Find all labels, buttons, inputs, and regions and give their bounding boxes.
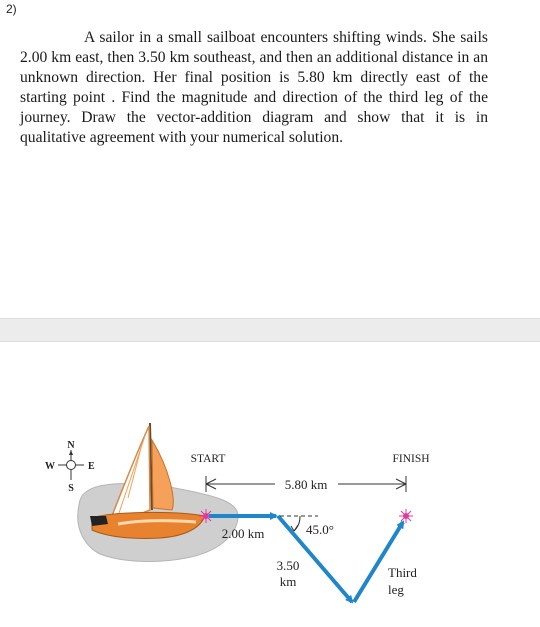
finish-marker [399,509,413,523]
compass-north-label: N [67,440,75,451]
leg1-label: 2.00 km [221,526,265,541]
start-label: START [190,453,226,465]
leg2-label-line1: 3.50 [276,558,300,573]
compass-west-label: W [45,461,55,472]
leg2-label-line2: km [279,574,297,589]
sailboat-illustration [90,423,205,539]
section-divider [0,318,540,342]
leg3-label-line1: Third [388,565,417,580]
question-number: 2) [6,2,17,16]
compass-icon [58,450,84,480]
leg3-label-line2: leg [388,582,404,597]
vector-diagram [0,340,540,627]
compass-south-label: S [68,483,74,494]
angle-label: 45.0° [306,522,334,537]
resultant-label: 5.80 km [284,477,328,492]
problem-text: A sailor in a small sailboat encounters shifting winds. She sails 2.00 km east, then 3.50 km southeast, and then an additional distance in an unknown direction. Her final position is 5.80 km directly east of the starting point . Find the magnitude and direction of the third leg of the journey. Draw the vector-addition diagram and show that it is in qualitative agreement with your numerical solution. [20,29,488,146]
compass-east-label: E [88,461,95,472]
finish-label: FINISH [392,453,430,465]
